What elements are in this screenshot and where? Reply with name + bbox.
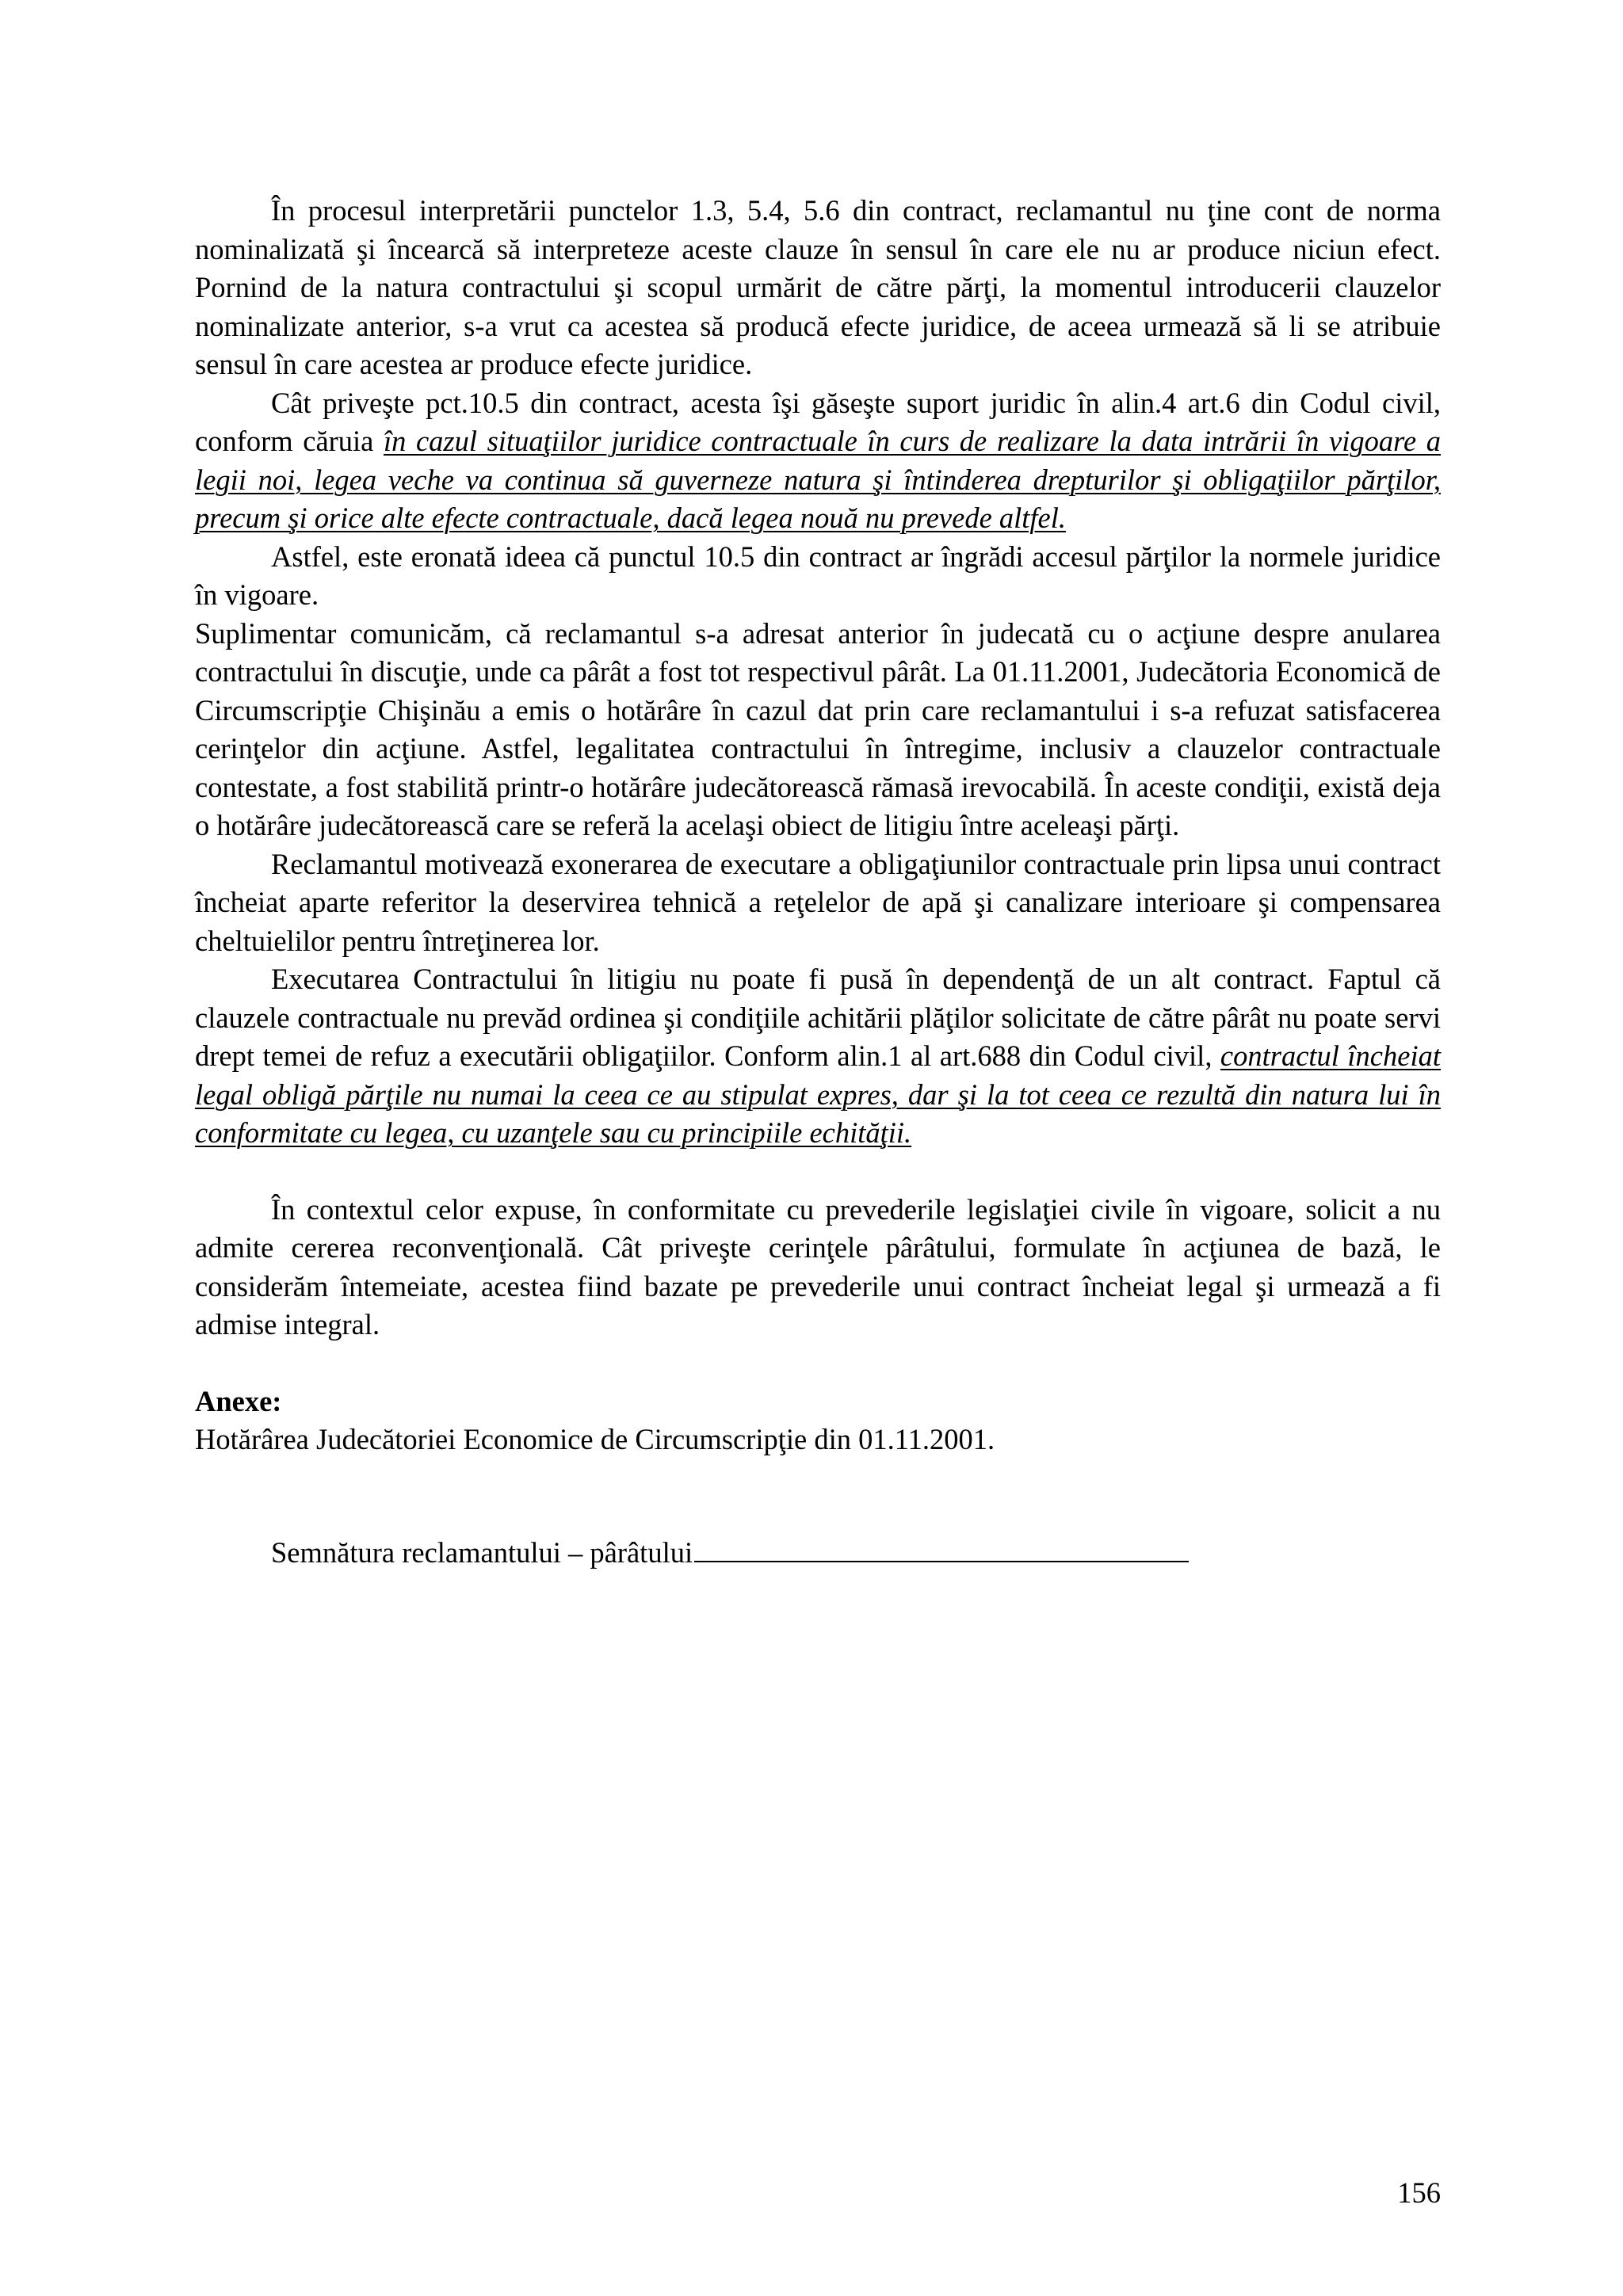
quote-article-6: în cazul situaţiilor juridice contractuale în curs de realizare la data intrării în vigoare a legii noi, legea veche va continua să guverneze natura şi întinderea drepturilor şi obligaţiilor părţilor, precum şi orice alte efecte contractuale, dacă legea nouă nu prevede altfel. <box>195 425 1441 534</box>
annexes-item: Hotărârea Judecătoriei Economice de Circumscripţie din 01.11.2001. <box>195 1423 995 1455</box>
annexes-heading: Anexe: <box>195 1384 282 1417</box>
paragraph-access-norms: Astfel, este eronată ideea că punctul 10.5 din contract ar îngrădi accesul părţilor la normele juridice în vigoare. <box>195 540 1441 611</box>
signature-line <box>694 1534 1189 1562</box>
quote-article-688: contractul încheiat legal obligă părţile nu numai la ceea ce au stipulat expres, dar şi la tot ceea ce rezultă din natura lui în conformitate cu legea, cu uzanţele sau cu principiile echităţii. <box>195 1039 1441 1149</box>
document-page <box>195 192 1441 1572</box>
paragraph-exoneration: Reclamantul motivează exonerarea de executare a obligaţiunilor contractuale prin lipsa unui contract încheiat aparte referitor la deservirea tehnică a reţelelor de apă şi canalizare interioare şi compensarea cheltuielilor pentru întreţinerea lor. <box>195 847 1441 957</box>
paragraph-article-6 <box>195 384 1441 538</box>
spacer <box>195 1497 1441 1534</box>
paragraph-interpretation: În procesul interpretării punctelor 1.3, 5.4, 5.6 din contract, reclamantul nu ţine cont de norma nominalizată şi încearcă să interpreteze aceste clauze în sensul în care ele nu ar produce niciun efect. Pornind de la natura contractului şi scopul urmărit de către părţi, la momentul introducerii clauzelor nominalizate anterior, s-a vrut ca acestea să producă efecte juridice, de aceea urmează să li se atribuie sensul în care acestea ar produce efecte juridice. <box>195 194 1441 380</box>
signature-block <box>195 1534 1441 1573</box>
spacer <box>195 1153 1441 1191</box>
paragraph-conclusion: În contextul celor expuse, în conformitate cu prevederile legislaţiei civile în vigoare, solicit a nu admite cererea reconvenţională. Cât priveşte cerinţele pârâtului, formulate în acţiunea de bază, le considerăm întemeiate, acestea fiind bazate pe prevederile unui contract încheiat legal şi urmează a fi admise integral. <box>195 1192 1441 1341</box>
paragraph-article-688-lead: Executarea Contractului în litigiu nu poate fi pusă în dependenţă de un alt contract. Faptul că clauzele contractuale nu prevăd ordinea şi condiţiile achitării plăţilor solicitate de către pârât nu poate servi drept temei de refuz a executării obligaţiilor. Conform alin.1 al art.688 din Codul civil, <box>195 963 1441 1072</box>
spacer <box>195 1459 1441 1497</box>
paragraph-previous-judgment: Suplimentar comunicăm, că reclamantul s-a adresat anterior în judecată cu o acţiune despre anularea contractului în discuţie, unde ca pârât a fost tot respectivul pârât. La 01.11.2001, Judecătoria Economică de Circumscripţie Chişinău a emis o hotărâre în cazul dat prin care reclamantului i s-a refuzat satisfacerea cerinţelor din acţiune. Astfel, legalitatea contractului în întregime, inclusiv a clauzelor contractuale contestate, a fost stabilită printr-o hotărâre judecătorească rămasă irevocabilă. În aceste condiţii, există deja o hotărâre judecătorească care se referă la acelaşi obiect de litigiu între aceleaşi părţi. <box>195 616 1441 841</box>
page-number: 156 <box>1397 2176 1441 2209</box>
signature-label: Semnătura reclamantului – pârâtului <box>271 1535 693 1569</box>
spacer <box>195 1344 1441 1383</box>
paragraph-article-6-lead: Cât priveşte pct.10.5 din contract, acesta îşi găseşte suport juridic în alin.4 art.6 din Codul civil, conform căruia <box>195 386 1441 457</box>
paragraph-article-688 <box>195 960 1441 1153</box>
